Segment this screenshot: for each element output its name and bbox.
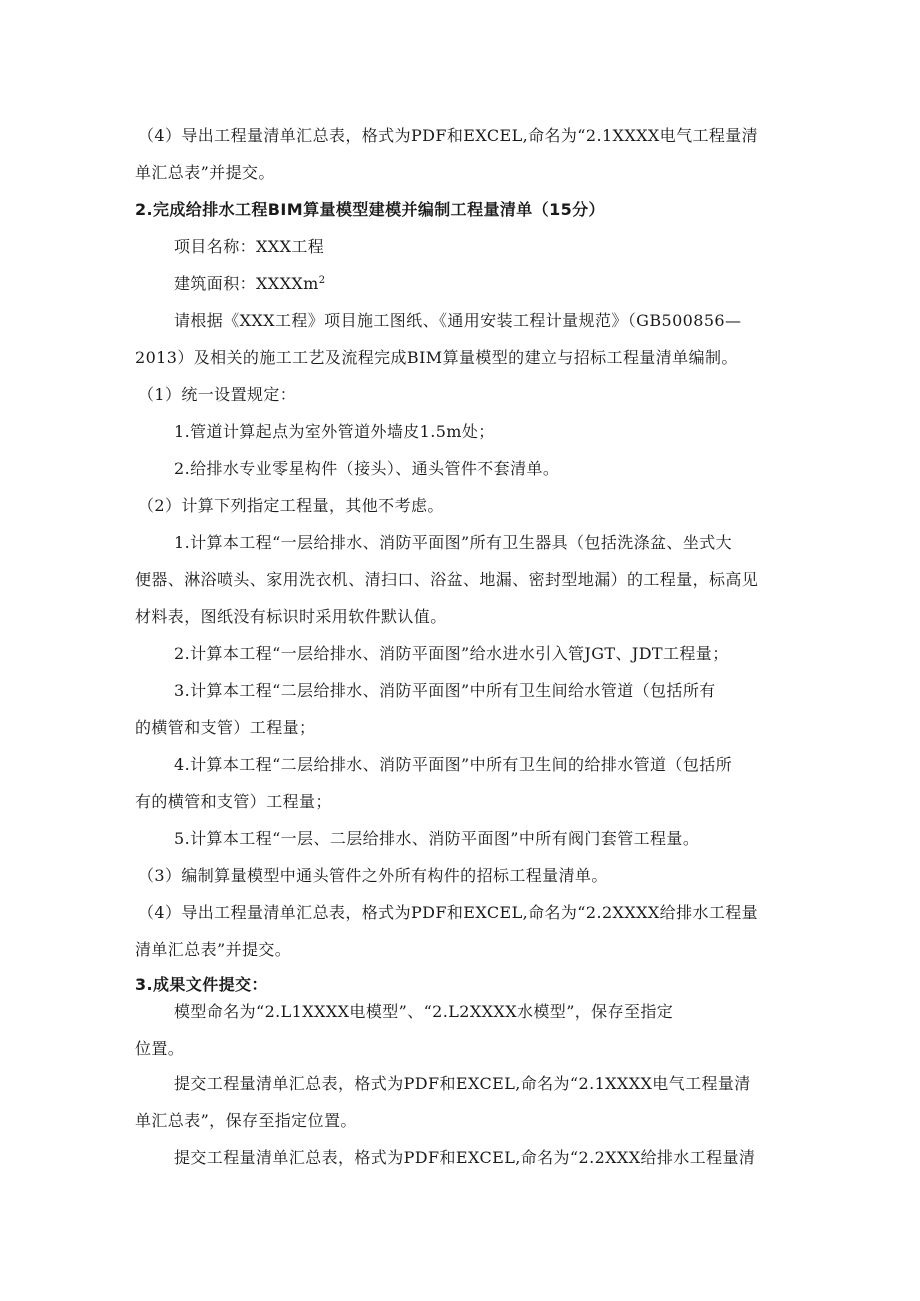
calc-item-5: 5.计算本工程“一层、二层给排水、消防平面图”中所有阀门套管工程量。 [174, 829, 700, 848]
subsection-2-heading: （2）计算下列指定工程量，其他不考虑。 [138, 496, 444, 515]
calc-item-1-line-1: 1.计算本工程“一层给排水、消防平面图”所有卫生器具（包括洗涤盆、坐式大 [174, 533, 733, 552]
calc-item-2: 2.计算本工程“一层给排水、消防平面图”给水进水引入管JGT、JDT工程量； [174, 644, 729, 663]
building-area [174, 274, 326, 294]
result-item-2-line-1: 提交工程量清单汇总表，格式为PDF和EXCEL,命名为“2.1XXXX电气工程量清 [174, 1074, 751, 1093]
result-item-2-line-2: 单汇总表”，保存至指定位置。 [135, 1111, 357, 1130]
calc-item-3-line-1: 3.计算本工程“二层给排水、消防平面图”中所有卫生间给水管道（包括所有 [174, 681, 716, 700]
result-item-1-line-2: 位置。 [135, 1039, 185, 1058]
intro-line-1: 请根据《XXX工程》项目施工图纸、《通用安装工程计量规范》（GB500856— [174, 311, 742, 330]
export-instruction-line-2: 单汇总表”并提交。 [135, 163, 275, 182]
calc-item-4-line-1: 4.计算本工程“二层给排水、消防平面图”中所有卫生间的给排水管道（包括所 [174, 755, 733, 774]
subsection-4-line-2: 清单汇总表”并提交。 [135, 940, 292, 959]
result-item-1-line-1: 模型命名为“2.L1XXXX电模型”、“2.L2XXXX水模型”，保存至指定 [174, 1002, 674, 1021]
building-area-text: 建筑面积：XXXXm [174, 274, 319, 293]
section-heading-3: 3.成果文件提交： [135, 975, 268, 994]
rule-item-2: 2.给排水专业零星构件（接头）、通头管件不套清单。 [174, 459, 560, 478]
intro-line-2: 2013）及相关的施工工艺及流程完成BIM算量模型的建立与招标工程量清单编制。 [135, 348, 738, 367]
section-heading-2: 2.完成给排水工程BIM算量模型建模并编制工程量清单（15分） [135, 200, 605, 219]
export-instruction-line-1: （4）导出工程量清单汇总表，格式为PDF和EXCEL,命名为“2.1XXXX电气工程量清 [138, 126, 759, 145]
subsection-3: （3）编制算量模型中通头管件之外所有构件的招标工程量清单。 [138, 866, 608, 885]
result-item-3-line-1: 提交工程量清单汇总表，格式为PDF和EXCEL,命名为“2.2XXX给排水工程量清 [174, 1148, 756, 1167]
subsection-4-line-1: （4）导出工程量清单汇总表，格式为PDF和EXCEL,命名为“2.2XXXX给排水工程量 [138, 903, 759, 922]
calc-item-1-line-3: 材料表，图纸没有标识时采用软件默认值。 [135, 607, 447, 626]
project-name: 项目名称：XXX工程 [174, 237, 325, 256]
calc-item-3-line-2: 的横管和支管）工程量； [135, 718, 316, 737]
rule-item-1: 1.管道计算起点为室外管道外墙皮1.5m处； [174, 422, 495, 441]
calc-item-4-line-2: 有的横管和支管）工程量； [135, 792, 332, 811]
subsection-1-heading: （1）统一设置规定： [138, 385, 297, 404]
calc-item-1-line-2: 便器、淋浴喷头、家用洗衣机、清扫口、浴盆、地漏、密封型地漏）的工程量，标高见 [135, 570, 759, 589]
area-superscript: 2 [318, 275, 326, 286]
